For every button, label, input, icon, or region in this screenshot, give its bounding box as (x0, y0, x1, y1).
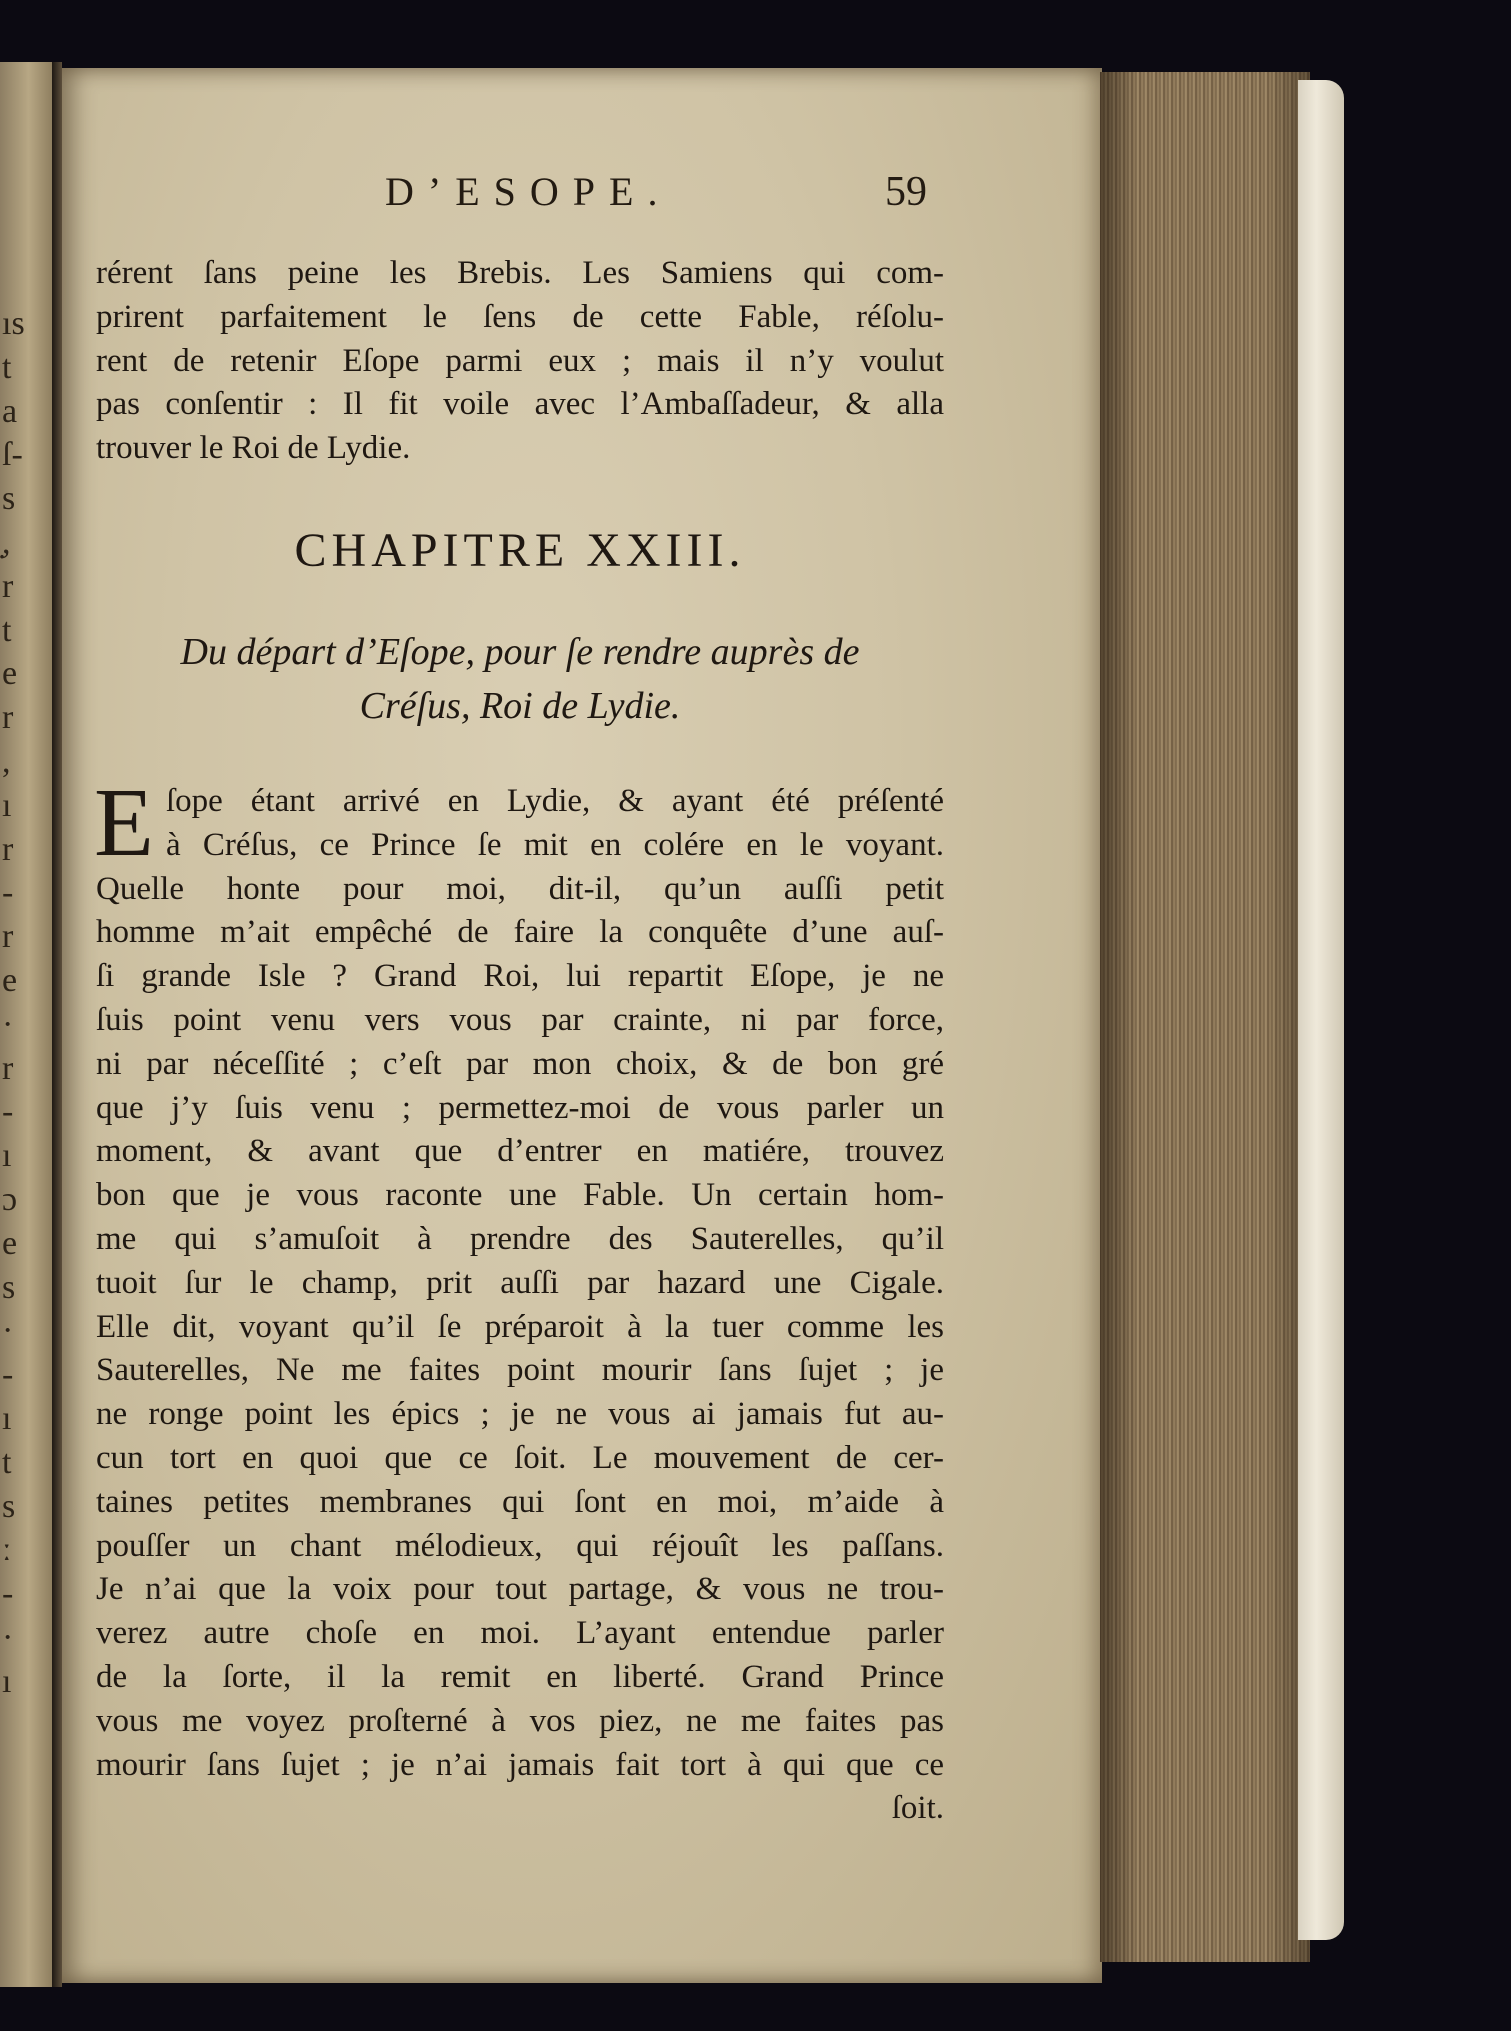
facing-page-char: ſ- (2, 436, 23, 474)
page-block-shade (1100, 72, 1310, 1962)
text-line: verez autre choſe en moi. L’ayant entendue parler (96, 1615, 944, 1652)
facing-page-char: ı (2, 1137, 12, 1175)
facing-page-char: ı (2, 786, 12, 824)
facing-page-char: t (2, 348, 12, 386)
text-line: homme m’ait empêché de faire la conquête d’une auſ- (96, 914, 944, 951)
facing-page-char: ː (2, 1531, 12, 1569)
facing-page-char: , (2, 742, 11, 780)
text-line: ſoit. (891, 1790, 944, 1827)
text-line: Sauterelles, Ne me faites point mourir ſans ſujet ; je (96, 1352, 944, 1389)
facing-page-char: · (2, 1618, 14, 1656)
text-line: pas conſentir : Il fit voile avec l’Ambaſſadeur, & alla (96, 386, 944, 423)
facing-page-char: · (2, 1005, 14, 1043)
text-line: me qui s’amuſoit à prendre des Sauterelles, qu’il (96, 1220, 944, 1257)
text-line: rérent ſans peine les Brebis. Les Samiens qui com- (96, 255, 944, 291)
facing-page-char: ıs (2, 305, 25, 342)
text-line: à Créſus, ce Prince ſe mit en colére en le voyant. (166, 826, 944, 863)
text-line: ſuis point venu vers vous par crainte, ni par force, (96, 1001, 944, 1038)
text-line: vous me voyez proſterné à vos piez, ne me faites pas (96, 1702, 944, 1739)
facing-page-char: s (2, 480, 16, 518)
text-line: prirent parfaitement le ſens de cette Fable, réſolu- (96, 298, 944, 335)
text-line: ni par néceſſité ; c’eſt par mon choix, & de bon gré (96, 1045, 944, 1082)
text-line: de la ſorte, il la remit en liberté. Grand Prince (96, 1658, 944, 1695)
vellum-binding (1298, 80, 1344, 1940)
chapter-subtitle-line: Créſus, Roi de Lydie. (359, 685, 681, 727)
chapter-subtitle-line: Du départ d’Eſope, pour ſe rendre auprès de (180, 631, 860, 673)
text-line: ſi grande Isle ? Grand Roi, lui repartit Eſope, je ne (96, 958, 944, 995)
facing-page-char: ̣, (2, 523, 11, 561)
facing-page-char: e (2, 961, 18, 999)
facing-page-char: t (2, 611, 12, 649)
facing-page-char: a (2, 392, 18, 430)
body-last-line (96, 1787, 944, 1831)
facing-page-char: e (2, 655, 18, 693)
facing-page-char: - (2, 1575, 14, 1613)
drop-cap: E (94, 769, 154, 877)
facing-page-char: r (2, 1049, 14, 1087)
facing-page-char: - (2, 1093, 14, 1131)
facing-page-char: s (2, 1268, 16, 1306)
facing-page-edge (0, 62, 52, 1987)
intro-paragraph (96, 252, 944, 471)
text-line: pouſſer un chant mélodieux, qui réjouît les paſſans. (96, 1527, 944, 1564)
text-line: mourir ſans ſujet ; je n’ai jamais fait tort à qui que ce (96, 1746, 944, 1783)
facing-page-char: · (2, 1312, 14, 1350)
text-line: tuoit ſur le champ, prit auſſi par hazard une Cigale. (96, 1264, 944, 1301)
text-line: Quelle honte pour moi, dit-il, qu’un auſſi petit (96, 870, 944, 907)
text-line: Elle dit, voyant qu’il ſe préparoit à la tuer comme les (96, 1308, 944, 1345)
page-number: 59 (885, 169, 927, 215)
text-line: taines petites membranes qui ſont en moi, m’aide à (96, 1483, 944, 1520)
facing-page-char: r (2, 567, 14, 605)
text-line: bon que je vous raconte une Fable. Un certain hom- (96, 1177, 944, 1214)
facing-page-char: ı (2, 1662, 12, 1700)
facing-page-char: ı (2, 1399, 12, 1437)
text-line: trouver le Roi de Lydie. (96, 430, 411, 467)
text-line: rent de retenir Eſope parmi eux ; mais il n’y voulut (96, 342, 944, 379)
text-line: moment, & avant que d’entrer en matiére, trouvez (96, 1133, 944, 1170)
facing-page-char: t (2, 1443, 12, 1481)
body-paragraph (94, 769, 944, 1787)
facing-page-char: - (2, 1356, 14, 1394)
text-line: Je n’ai que la voix pour tout partage, & vous ne trou- (96, 1571, 944, 1608)
running-head: D’ESOPE. (385, 169, 672, 214)
text-line: que j’y ſuis venu ; permettez-moi de vous parler un (96, 1089, 944, 1126)
facing-page-char: - (2, 874, 14, 912)
facing-page-text-fragments (2, 302, 25, 1704)
facing-page-char: e (2, 1224, 18, 1262)
chapter-subtitle (96, 625, 944, 733)
facing-page-char: ɔ (2, 1180, 18, 1218)
text-line: ne ronge point les épics ; je ne vous ai jamais fut au- (96, 1396, 944, 1433)
chapter-title: CHAPITRE XXIII. (294, 524, 746, 577)
text-line: ſope étant arrivé en Lydie, & ayant été préſenté (166, 783, 944, 819)
text-line: cun tort en quoi que ce ſoit. Le mouvement de cer- (96, 1439, 944, 1476)
facing-page-char: r (2, 699, 14, 737)
facing-page-char: r (2, 830, 14, 868)
facing-page-char: r (2, 918, 14, 956)
book-gutter (52, 62, 62, 1987)
facing-page-char: s (2, 1487, 16, 1525)
